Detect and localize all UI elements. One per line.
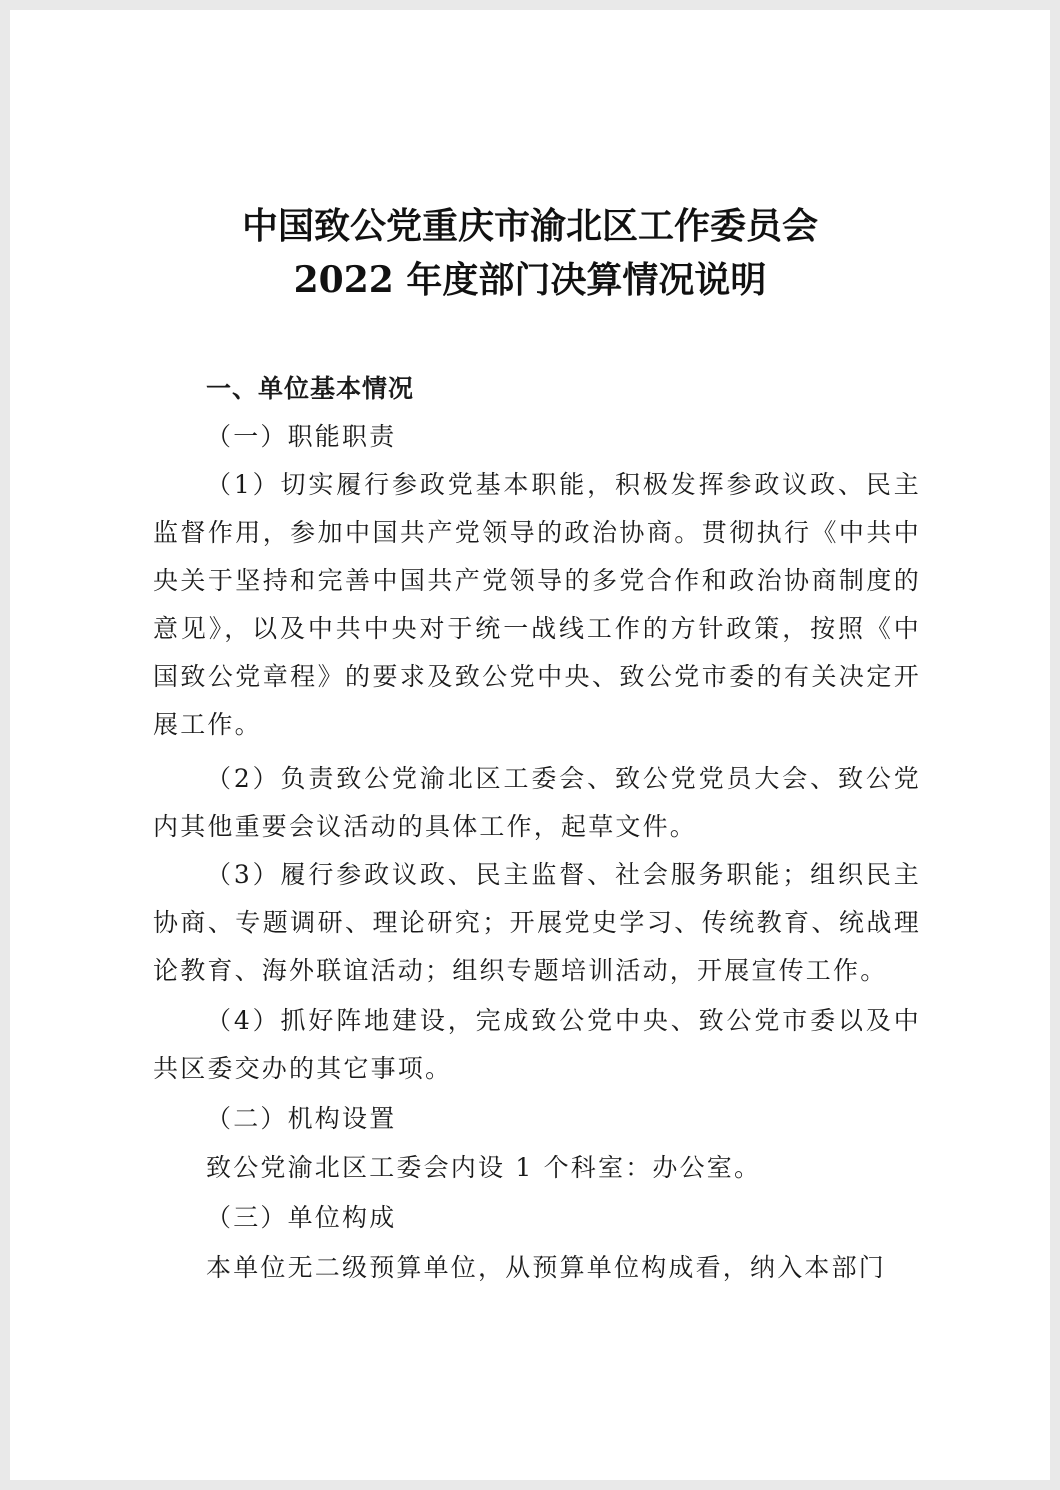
subsection-1-heading: （一）职能职责 (206, 422, 397, 451)
duty-paragraph-1: （1）切实履行参政党基本职能，积极发挥参政议政、民主监督作用，参加中国共产党领导的政治协商。贯彻执行《中共中央关于坚持和完善中国共产党领导的多党合作和政治协商制度的意见》，以及中共中央对于统一战线工作的方针政策，按照《中国致公党章程》的要求及致公党中央、致公党市委的有关决定开展工作。 (153, 470, 921, 739)
duty-paragraph-4: （4）抓好阵地建设，完成致公党中央、致公党市委以及中共区委交办的其它事项。 (153, 1006, 921, 1083)
duty-paragraph-2: （2）负责致公党渝北区工委会、致公党党员大会、致公党内其他重要会议活动的具体工作，起草文件。 (153, 764, 921, 841)
composition-paragraph: 本单位无二级预算单位，从预算单位构成看，纳入本部门 (206, 1253, 887, 1282)
document-title-line-2: 2022 年度部门决算情况说明 (293, 259, 767, 301)
document-title-line-1: 中国致公党重庆市渝北区工作委员会 (241, 205, 818, 247)
section-1-heading: 一、单位基本情况 (206, 374, 415, 403)
duty-paragraph-3: （3）履行参政议政、民主监督、社会服务职能；组织民主协商、专题调研、理论研究；开展党史学习、传统教育、统战理论教育、海外联谊活动；组织专题培训活动，开展宣传工作。 (153, 860, 921, 985)
document-page (10, 10, 1050, 1480)
subsection-3-heading: （三）单位构成 (206, 1203, 397, 1232)
subsection-2-heading: （二）机构设置 (206, 1104, 397, 1133)
structure-paragraph: 致公党渝北区工委会内设 1 个科室：办公室。 (206, 1153, 762, 1182)
